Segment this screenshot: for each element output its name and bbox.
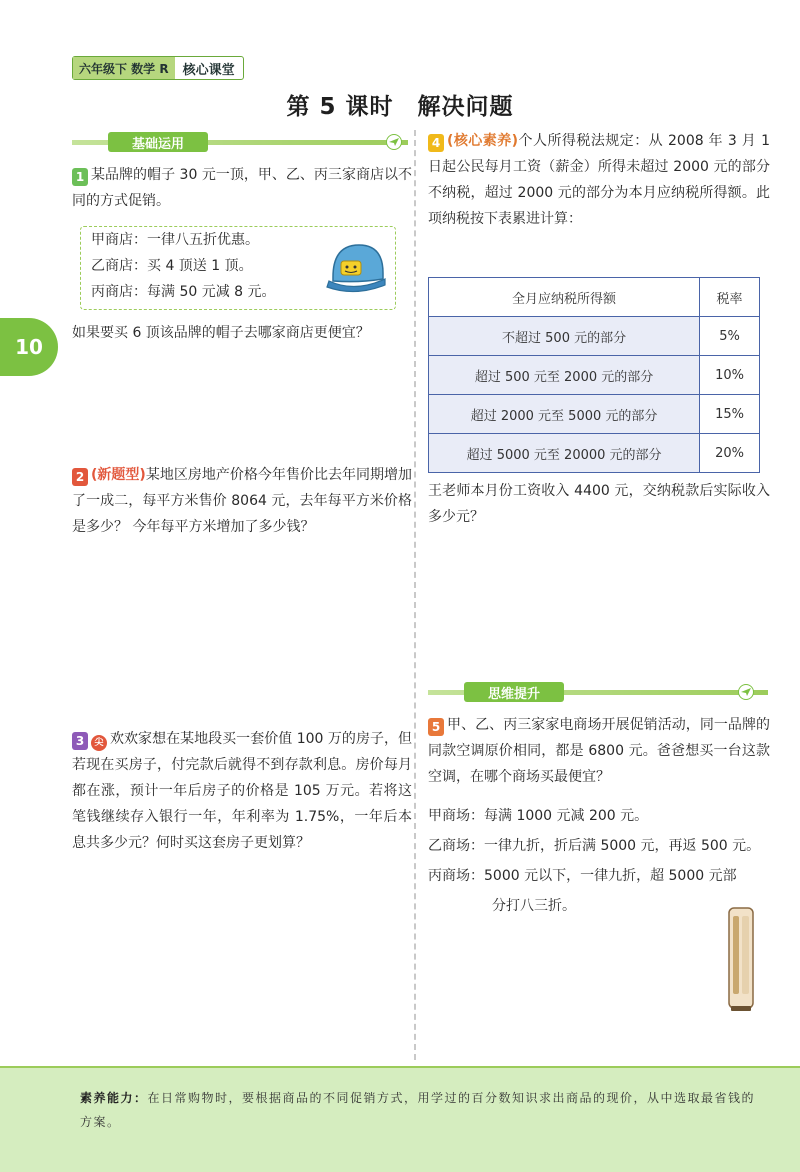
table-row xyxy=(429,395,760,434)
table-cell-range: 超过 500 元至 2000 元的部分 xyxy=(429,356,700,395)
table-cell-rate: 10% xyxy=(700,356,760,395)
table-row xyxy=(429,434,760,473)
grade-label: 六年级下 数学 R xyxy=(73,57,175,79)
table-cell-rate: 20% xyxy=(700,434,760,473)
table-header-row xyxy=(429,278,760,317)
question-number: 5 xyxy=(428,718,444,736)
shop-a: 甲商店：一律八五折优惠。 xyxy=(91,232,259,248)
table-cell-rate: 15% xyxy=(700,395,760,434)
question-1-ask: 如果要买 6 顶该品牌的帽子去哪家商店更便宜？ xyxy=(72,325,370,341)
question-text: 个人所得税法规定：从 2008 年 3 月 1 日起公民每月工资（薪金）所得未超过 2000 元的部分不纳税，超过 2000 元的部分为本月应纳税所得额。此项纳税按下表累进计算： xyxy=(428,133,771,227)
shop-b: 乙商店：买 4 顶送 1 顶。 xyxy=(91,258,253,274)
section-header-thinking xyxy=(428,682,768,702)
column-divider xyxy=(414,130,416,1060)
grade-badge xyxy=(72,56,244,80)
question-number: 4 xyxy=(428,134,444,152)
question-3 xyxy=(72,726,412,856)
air-conditioner-icon xyxy=(726,906,756,1014)
table-header-rate: 税率 xyxy=(700,278,760,317)
question-2 xyxy=(72,462,412,540)
question-number: 1 xyxy=(72,168,88,186)
footer-label: 素养能力： xyxy=(80,1091,148,1105)
paper-plane-icon xyxy=(738,684,754,700)
table-cell-rate: 5% xyxy=(700,317,760,356)
question-4-ask: 王老师本月份工资收入 4400 元，交纳税款后实际收入多少元？ xyxy=(428,483,770,525)
question-tag: (新题型) xyxy=(91,467,146,483)
table-row xyxy=(429,317,760,356)
mall-a: 甲商场：每满 1000 元减 200 元。 xyxy=(428,808,649,824)
question-text: 欢欢家想在某地段买一套价值 100 万的房子，但若现在买房子，付完款后就得不到存款利息。房价每月都在涨，预计一年后房子的价格是 105 万元。若将这笔钱继续存入银行一年，年利率为 1.75%，一年后本息共多少元？何时买这套房子更划算？ xyxy=(72,731,412,851)
tax-rate-table xyxy=(428,277,760,473)
question-text: 某地区房地产价格今年售价比去年同期增加了一成二，每平方米售价 8064 元，去年每平方米价格是多少？ 今年每平方米增加了多少钱？ xyxy=(72,467,413,535)
table-cell-range: 超过 5000 元至 20000 元的部分 xyxy=(429,434,700,473)
table-header-income: 全月应纳税所得额 xyxy=(429,278,700,317)
mall-c: 丙商场：5000 元以下，一律九折，超 5000 元部 xyxy=(428,868,737,884)
table-cell-range: 超过 2000 元至 5000 元的部分 xyxy=(429,395,700,434)
question-4 xyxy=(428,128,770,232)
question-number: 2 xyxy=(72,468,88,486)
table-cell-range: 不超过 500 元的部分 xyxy=(429,317,700,356)
question-5 xyxy=(428,712,770,790)
section-title-thinking: 思维提升 xyxy=(464,682,564,702)
cap-icon xyxy=(325,237,389,295)
shop-promotions-box xyxy=(80,226,396,310)
page-title: 第 5 课时 解决问题 xyxy=(286,94,514,120)
footer-text: 在日常购物时，要根据商品的不同促销方式，用学过的百分数知识求出商品的现价，从中选取最省钱的方案。 xyxy=(80,1091,756,1129)
mall-c-cont: 分打八三折。 xyxy=(492,898,576,914)
page-number: 10 xyxy=(15,335,43,359)
hard-problem-icon: 尖 xyxy=(91,735,107,751)
question-1 xyxy=(72,162,412,214)
question-number: 3 xyxy=(72,732,88,750)
page-number-tab xyxy=(0,318,58,376)
series-label: 核心课堂 xyxy=(182,62,235,78)
question-text: 甲、乙、丙三家家电商场开展促销活动，同一品牌的同款空调原价相同，都是 6800 元。爸爸想买一台这款空调，在哪个商场买最便宜？ xyxy=(428,717,770,785)
paper-plane-icon xyxy=(386,134,402,150)
footer-note xyxy=(0,1066,800,1172)
question-text: 某品牌的帽子 30 元一顶，甲、乙、丙三家商店以不同的方式促销。 xyxy=(72,167,412,209)
section-header-basic xyxy=(72,132,408,152)
mall-b: 乙商场：一律九折，折后满 5000 元，再返 500 元。 xyxy=(428,838,761,854)
shop-c: 丙商店：每满 50 元减 8 元。 xyxy=(91,284,276,300)
question-tag: (核心素养) xyxy=(447,133,519,149)
section-title-basic: 基础运用 xyxy=(108,132,208,152)
table-row xyxy=(429,356,760,395)
